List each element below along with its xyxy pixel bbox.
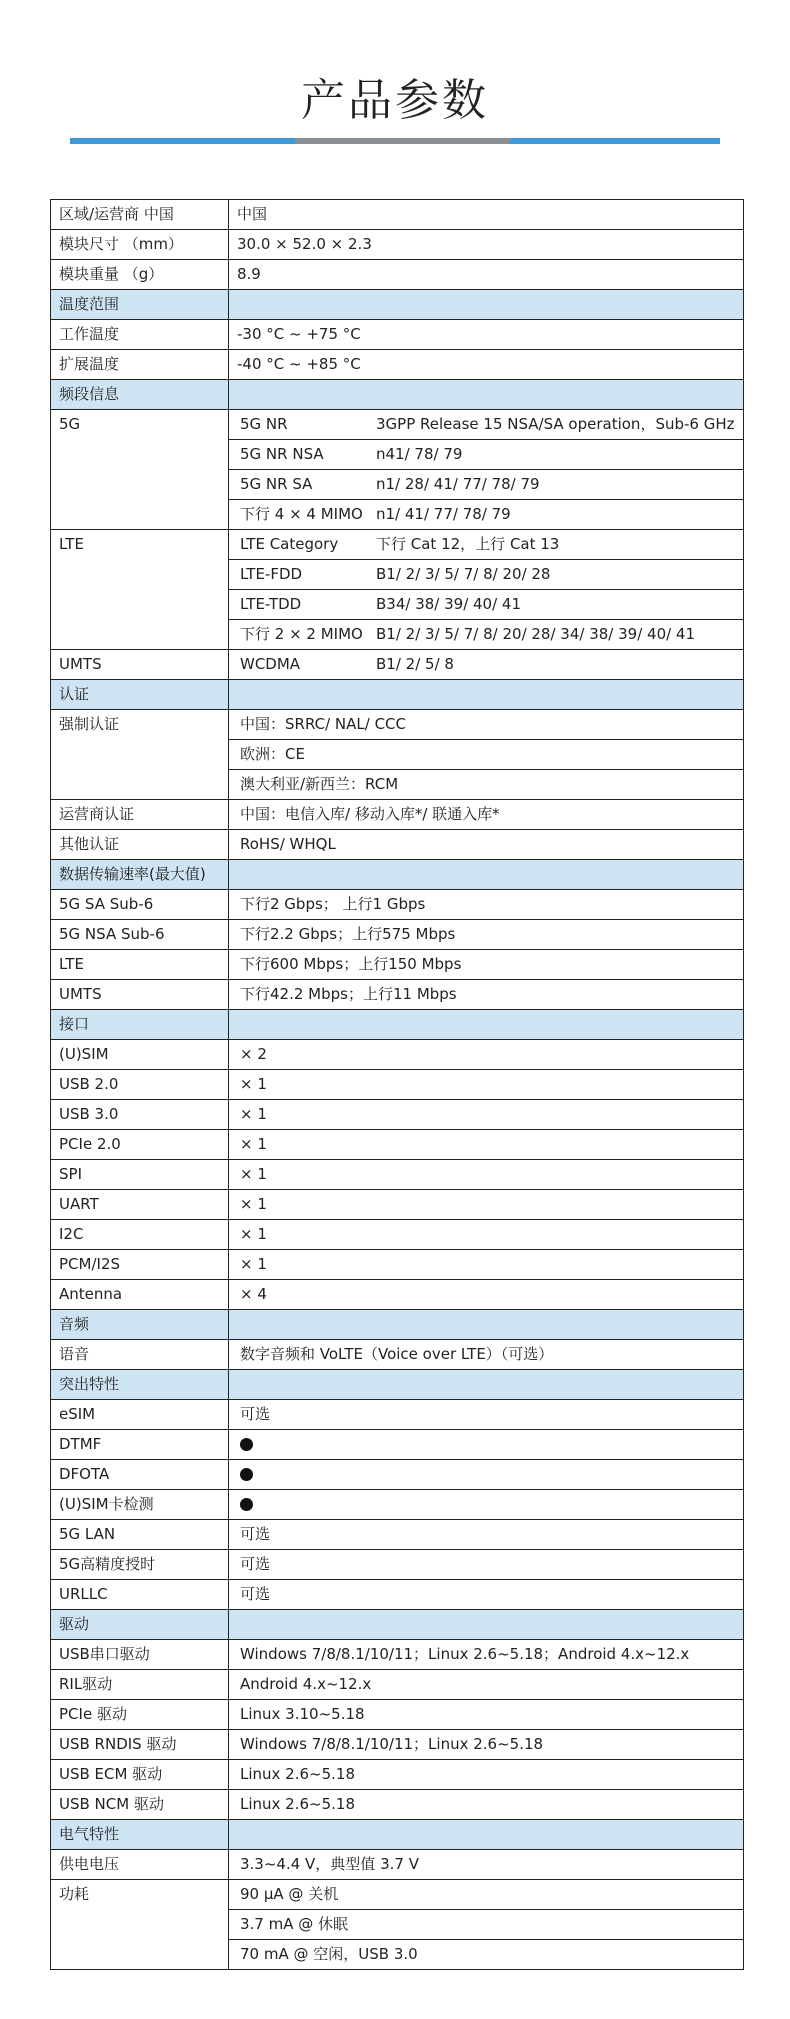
row-value: B34/ 38/ 39/ 40/ 41	[376, 596, 522, 613]
row-value: × 1	[240, 1135, 267, 1154]
table-row	[51, 1580, 744, 1610]
row-label: PCIe 2.0	[51, 1130, 229, 1160]
table-row	[51, 1790, 744, 1820]
row-label: DTMF	[51, 1430, 229, 1460]
table-row	[51, 830, 744, 860]
section-header	[51, 1820, 744, 1850]
row-value: B1/ 2/ 5/ 8	[376, 656, 454, 673]
table-row	[51, 200, 744, 230]
row-label: 5G LAN	[51, 1520, 229, 1550]
row-value: 下行600 Mbps；上行150 Mbps	[240, 955, 462, 974]
table-row	[51, 1670, 744, 1700]
table-row	[51, 530, 744, 560]
table-row	[51, 1070, 744, 1100]
table-row	[51, 1280, 744, 1310]
row-label: USB 2.0	[51, 1070, 229, 1100]
row-label: 功耗	[51, 1880, 229, 1970]
table-row	[51, 350, 744, 380]
row-label: UMTS	[51, 650, 229, 680]
table-row	[51, 1160, 744, 1190]
row-label: 5G SA Sub-6	[51, 890, 229, 920]
table-row	[51, 1220, 744, 1250]
table-row	[51, 410, 744, 440]
page-title: 产品参数	[301, 75, 489, 126]
section-title: 突出特性	[51, 1370, 229, 1400]
sub-label: 5G NR NSA	[240, 445, 324, 464]
supported-dot-icon	[240, 1438, 253, 1451]
sub-label: 5G NR SA	[240, 475, 313, 494]
table-row	[51, 980, 744, 1010]
row-value: Windows 7/8/8.1/10/11；Linux 2.6~5.18；Android 4.x~12.x	[240, 1645, 690, 1664]
row-value: 可选	[240, 1405, 271, 1424]
row-label: DFOTA	[51, 1460, 229, 1490]
row-label: PCIe 驱动	[51, 1700, 229, 1730]
row-value: 70 mA @ 空闲，USB 3.0	[240, 1945, 418, 1964]
row-value: n41/ 78/ 79	[376, 446, 463, 463]
table-row	[51, 1460, 744, 1490]
row-label: 扩展温度	[51, 350, 229, 380]
row-label: 语音	[51, 1340, 229, 1370]
sub-label: WCDMA	[240, 655, 301, 674]
row-label: I2C	[51, 1220, 229, 1250]
table-row	[51, 920, 744, 950]
row-label: 工作温度	[51, 320, 229, 350]
row-label: 模块尺寸 （mm）	[51, 230, 229, 260]
row-value: 可选	[240, 1555, 271, 1574]
section-header	[51, 680, 744, 710]
row-value: 3.7 mA @ 休眠	[240, 1915, 349, 1934]
row-label: 其他认证	[51, 830, 229, 860]
row-label: UART	[51, 1190, 229, 1220]
table-row	[51, 1340, 744, 1370]
row-label: 区域/运营商 中国	[51, 200, 229, 230]
table-row	[51, 1100, 744, 1130]
row-value: Linux 2.6~5.18	[240, 1765, 356, 1784]
table-row	[51, 1850, 744, 1880]
supported-dot-icon	[240, 1498, 253, 1511]
row-value: × 1	[240, 1075, 267, 1094]
sub-label: LTE-TDD	[240, 595, 302, 614]
table-row	[51, 1130, 744, 1160]
row-value: 下行42.2 Mbps；上行11 Mbps	[240, 985, 457, 1004]
row-label: USB RNDIS 驱动	[51, 1730, 229, 1760]
row-value: 中国	[229, 200, 744, 230]
row-label: SPI	[51, 1160, 229, 1190]
table-row	[51, 260, 744, 290]
row-label: 5G	[51, 410, 229, 530]
row-value: × 1	[240, 1195, 267, 1214]
table-row	[51, 1640, 744, 1670]
sub-label: LTE-FDD	[240, 565, 303, 584]
section-title: 驱动	[51, 1610, 229, 1640]
row-label: URLLC	[51, 1580, 229, 1610]
row-value: 中国：电信入库/ 移动入库*/ 联通入库*	[240, 805, 500, 824]
row-value: 数字音频和 VoLTE（Voice over LTE）（可选）	[240, 1345, 554, 1364]
table-row	[51, 650, 744, 680]
row-label: 运营商认证	[51, 800, 229, 830]
row-label: LTE	[51, 950, 229, 980]
table-row	[51, 1550, 744, 1580]
table-row	[51, 890, 744, 920]
row-value: × 2	[240, 1045, 267, 1064]
section-title: 认证	[51, 680, 229, 710]
row-value: 澳大利亚/新西兰：RCM	[240, 775, 399, 794]
table-row	[51, 950, 744, 980]
section-title: 音频	[51, 1310, 229, 1340]
row-label: USB ECM 驱动	[51, 1760, 229, 1790]
title-underline	[70, 138, 720, 144]
row-value: B1/ 2/ 3/ 5/ 7/ 8/ 20/ 28	[376, 566, 551, 583]
table-row	[51, 1250, 744, 1280]
row-label: eSIM	[51, 1400, 229, 1430]
table-row	[51, 1430, 744, 1460]
sub-label: 5G NR	[240, 415, 288, 434]
row-value: 30.0 × 52.0 × 2.3	[229, 230, 744, 260]
row-value: -40 °C ~ +85 °C	[229, 350, 744, 380]
row-value: -30 °C ~ +75 °C	[229, 320, 744, 350]
section-header	[51, 1610, 744, 1640]
section-title: 温度范围	[51, 290, 229, 320]
spec-table	[50, 199, 744, 1970]
section-header	[51, 290, 744, 320]
row-value: 3.3~4.4 V，典型值 3.7 V	[240, 1855, 419, 1874]
section-header	[51, 1370, 744, 1400]
table-row	[51, 1760, 744, 1790]
supported-dot-icon	[240, 1468, 253, 1481]
row-value: 3GPP Release 15 NSA/SA operation，Sub-6 GHz	[376, 416, 735, 433]
section-header	[51, 860, 744, 890]
table-row	[51, 320, 744, 350]
table-row	[51, 1400, 744, 1430]
row-value: 下行2.2 Gbps；上行575 Mbps	[240, 925, 456, 944]
section-title: 频段信息	[51, 380, 229, 410]
row-label: 5G NSA Sub-6	[51, 920, 229, 950]
row-value: × 1	[240, 1105, 267, 1124]
row-value: 下行 Cat 12，上行 Cat 13	[376, 536, 560, 553]
row-value: Linux 2.6~5.18	[240, 1795, 356, 1814]
row-label: Antenna	[51, 1280, 229, 1310]
section-title: 电气特性	[51, 1820, 229, 1850]
row-label: USB 3.0	[51, 1100, 229, 1130]
row-label: USB NCM 驱动	[51, 1790, 229, 1820]
table-row	[51, 1490, 744, 1520]
row-value: 下行2 Gbps； 上行1 Gbps	[240, 895, 426, 914]
table-row	[51, 1190, 744, 1220]
row-value: Linux 3.10~5.18	[240, 1705, 365, 1724]
table-row	[51, 1520, 744, 1550]
row-value: 8.9	[229, 260, 744, 290]
row-label: (U)SIM	[51, 1040, 229, 1070]
table-row	[51, 1040, 744, 1070]
sub-label: 下行 2 × 2 MIMO	[240, 625, 363, 644]
row-label: 5G高精度授时	[51, 1550, 229, 1580]
section-title: 数据传输速率(最大值)	[51, 860, 229, 890]
row-value: B1/ 2/ 3/ 5/ 7/ 8/ 20/ 28/ 34/ 38/ 39/ 40/ 41	[376, 626, 696, 643]
row-value: RoHS/ WHQL	[240, 835, 336, 854]
sub-label: LTE Category	[240, 535, 339, 554]
section-header	[51, 1310, 744, 1340]
sub-label: 下行 4 × 4 MIMO	[240, 505, 363, 524]
section-header	[51, 380, 744, 410]
row-value: 欧洲：CE	[240, 745, 305, 764]
table-row	[51, 1700, 744, 1730]
row-label: 模块重量 （g）	[51, 260, 229, 290]
row-value: 可选	[240, 1585, 271, 1604]
section-header	[51, 1010, 744, 1040]
row-value: n1/ 41/ 77/ 78/ 79	[376, 506, 511, 523]
row-value: × 4	[240, 1285, 267, 1304]
row-label: 强制认证	[51, 710, 229, 800]
row-value: n1/ 28/ 41/ 77/ 78/ 79	[376, 476, 540, 493]
row-label: PCM/I2S	[51, 1250, 229, 1280]
section-title: 接口	[51, 1010, 229, 1040]
row-value: Android 4.x~12.x	[240, 1675, 372, 1694]
row-value: × 1	[240, 1165, 267, 1184]
table-row	[51, 710, 744, 740]
row-value: × 1	[240, 1255, 267, 1274]
row-label: (U)SIM卡检测	[51, 1490, 229, 1520]
row-value: 中国：SRRC/ NAL/ CCC	[240, 715, 406, 734]
row-value: Windows 7/8/8.1/10/11；Linux 2.6~5.18	[240, 1735, 544, 1754]
table-row	[51, 230, 744, 260]
table-row	[51, 800, 744, 830]
row-value: × 1	[240, 1225, 267, 1244]
row-value: 可选	[240, 1525, 271, 1544]
table-row	[51, 1880, 744, 1910]
row-label: UMTS	[51, 980, 229, 1010]
table-row	[51, 1730, 744, 1760]
row-label: RIL驱动	[51, 1670, 229, 1700]
row-value: 90 μA @ 关机	[240, 1885, 339, 1904]
row-label: 供电电压	[51, 1850, 229, 1880]
row-label: LTE	[51, 530, 229, 650]
row-label: USB串口驱动	[51, 1640, 229, 1670]
